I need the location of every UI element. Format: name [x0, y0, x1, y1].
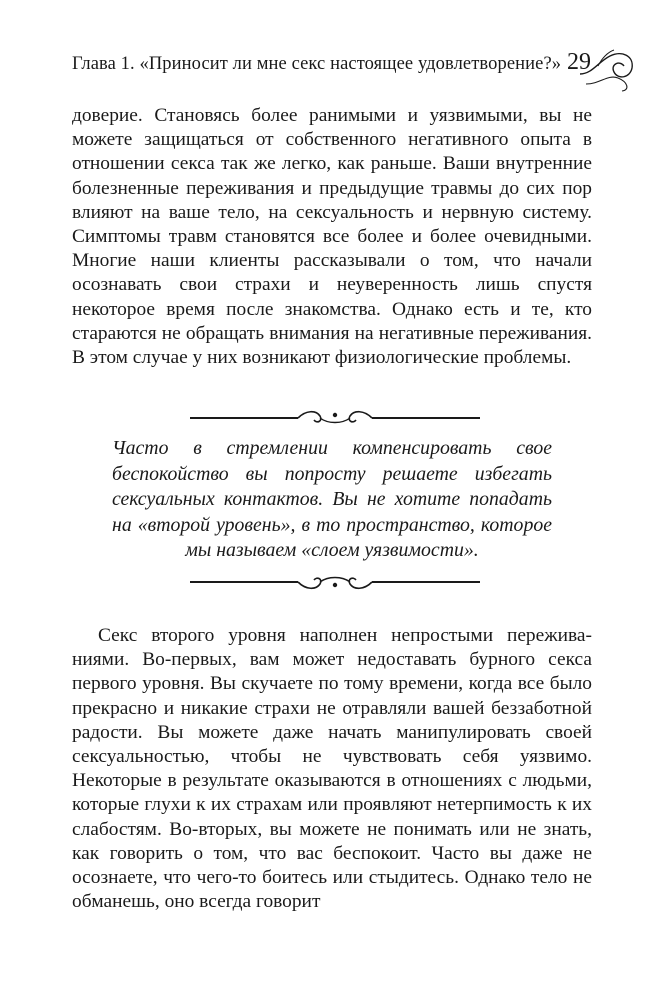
body-paragraph-2: Секс второго уровня наполнен непростыми переживаниями. Во-первых, вам может недоставать бурного секса первого уровня. Вы скучаете по тому времени, когда все было прекрасно и никакие страхи не отравляли вашей беззаботной радости. Вы можете даже начать манипулировать своей сексуальностью, чтобы не чувствовать себя уязвимо. Некоторые в результате оказываются в отношениях с людьми, которые глухи к их страхам или проявляют нетерпимость к их слабостям. Во-вторых, вы можете не понимать или не знать, как говорить о том, что вас беспокоит. Часто вы даже не осознаете, что чего-то боитесь или стыдитесь. Однако тело не обманешь, оно всегда говорит	[72, 625, 592, 913]
scroll-ornament-icon	[190, 572, 480, 592]
page-number: 29	[567, 49, 591, 75]
scroll-ornament-icon	[190, 408, 480, 428]
pull-quote: Часто в стремлении компенсировать свое беспокойство вы попросту решаете избегать сексуальных контактов. Вы не хотите попадать на «второй уровень», в то пространство, которое мы называем «слоем уязвимости».	[112, 437, 552, 561]
chapter-title: Глава 1. «Приносит ли мне секс настоящее удовлетворение?»	[72, 54, 562, 74]
swirl-flourish-icon	[578, 44, 638, 94]
running-header	[72, 50, 592, 82]
body-paragraph-1: доверие. Становясь более ранимыми и уязвимыми, вы не можете защищаться от собственного негативного опыта в отношении секса так же легко, как раньше. Ваши внутренние болезненные переживания и предыдущие травмы до сих пор влияют на ваше тело, на сексуальность и нервную систему. Симптомы травм становятся все более и более очевидными. Многие наши клиенты рассказывали о том, что начали осознавать свои страхи и неуверенность лишь спустя некоторое время после знакомства. Однако есть и те, кто стараются не обращать внимания на негативные переживания. В этом случае у них возникают физиологические проблемы.	[72, 105, 592, 369]
